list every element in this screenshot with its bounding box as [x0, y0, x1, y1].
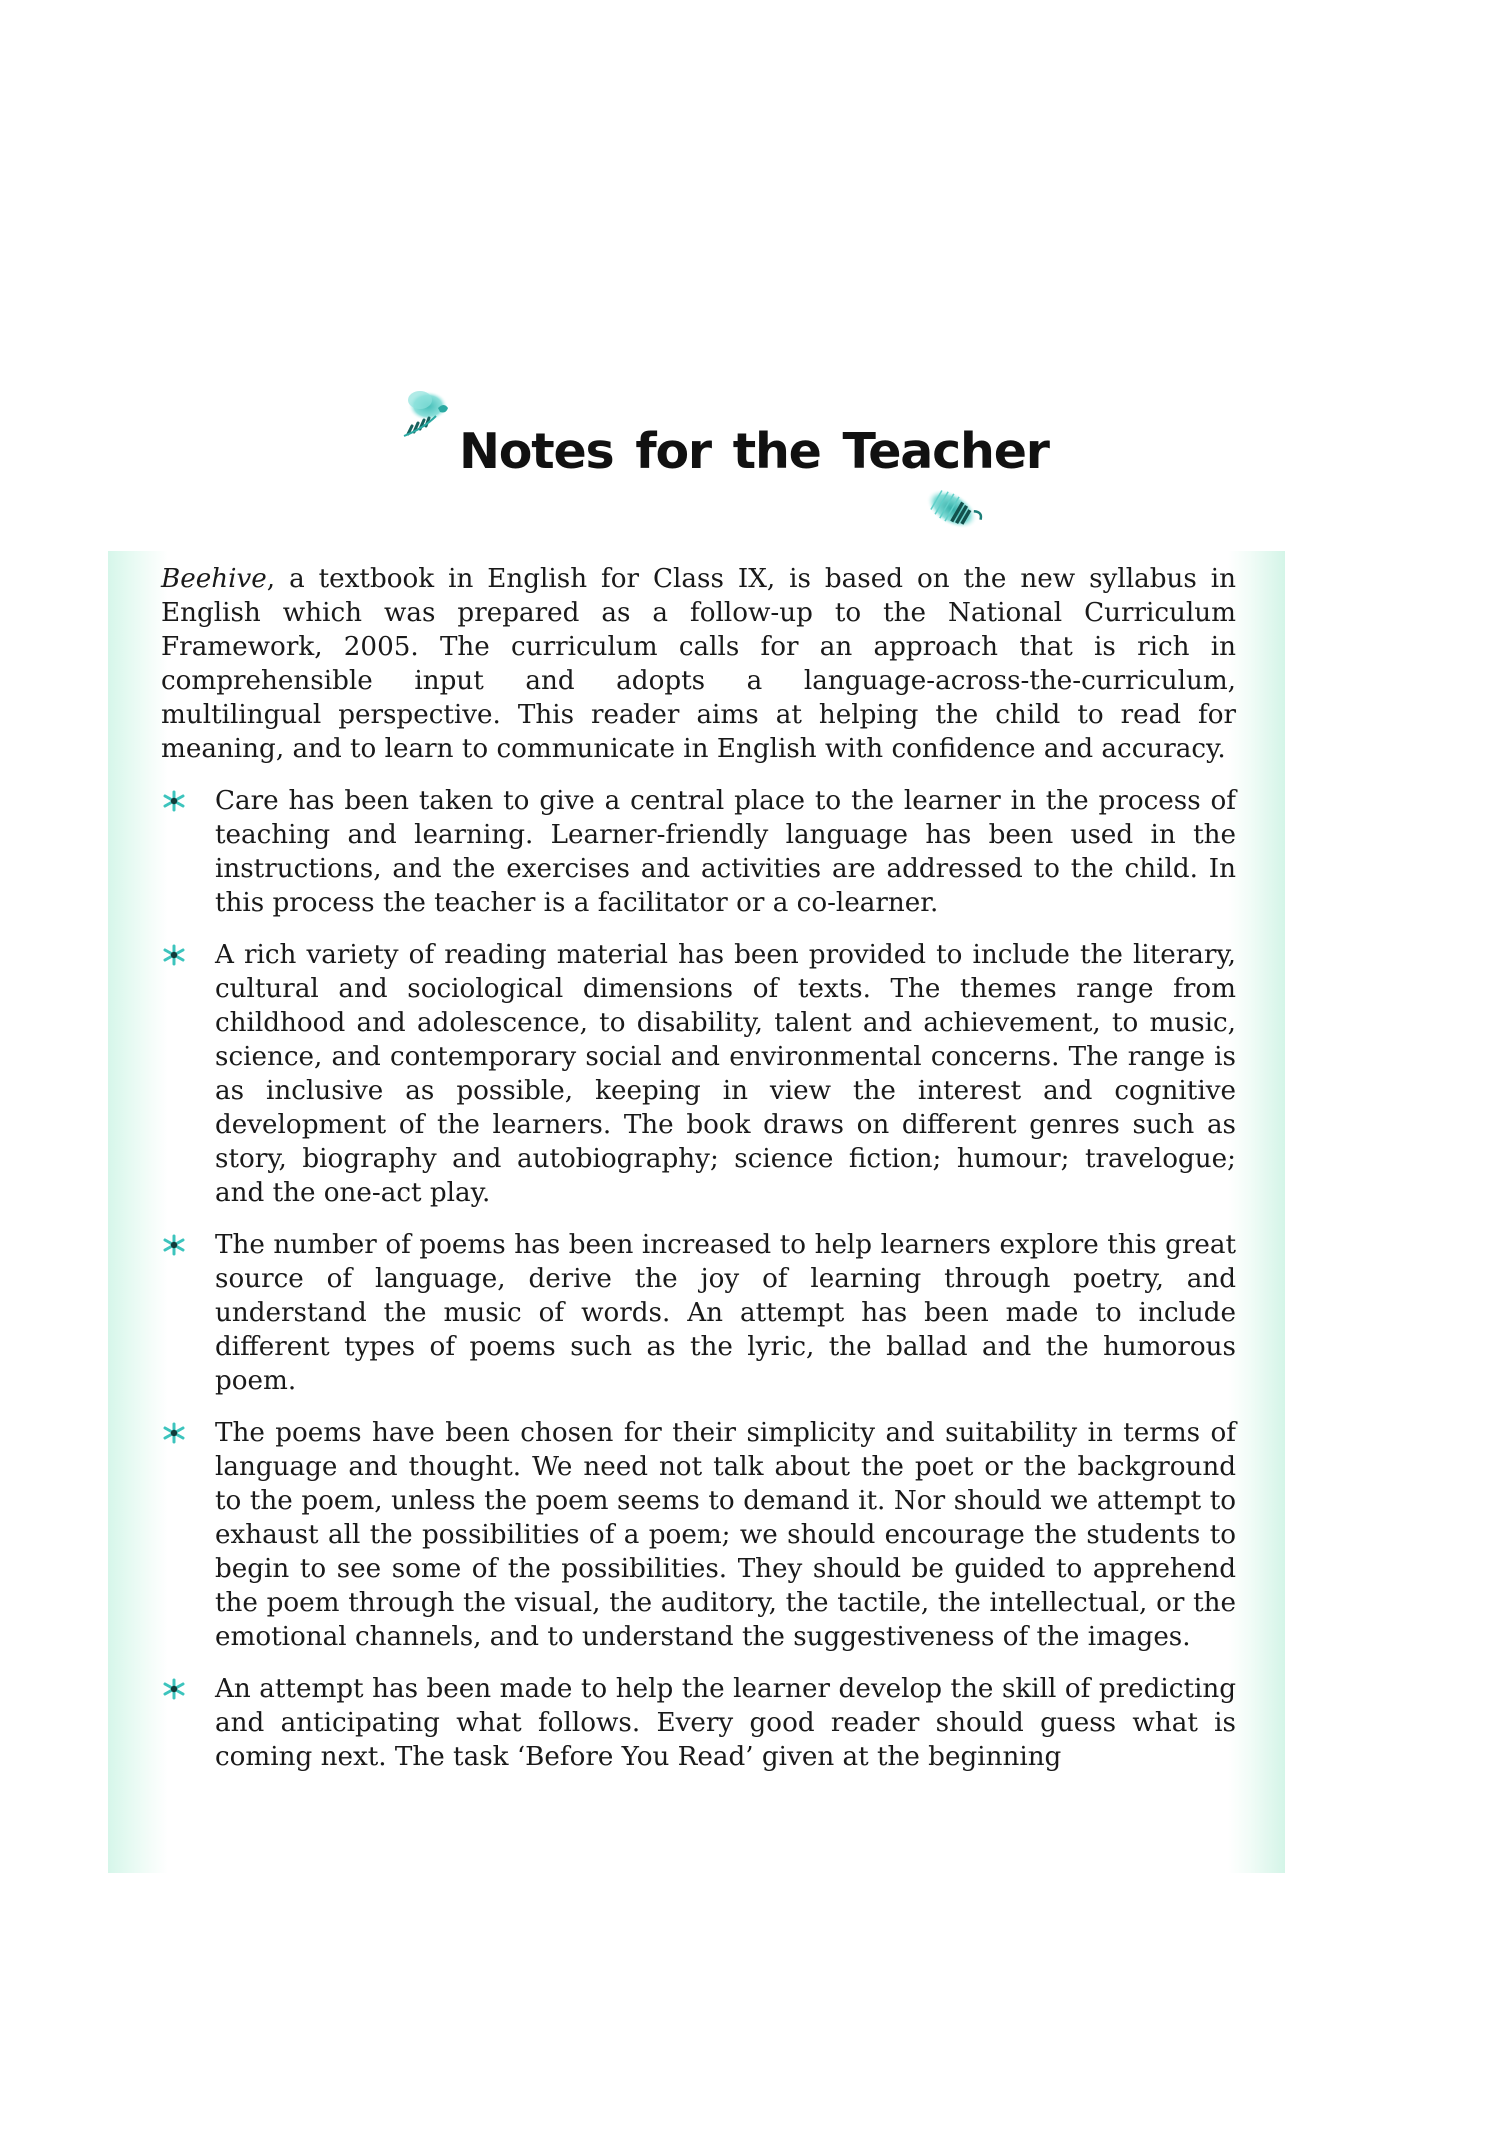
notes-body	[161, 562, 1236, 1792]
notes-list	[161, 784, 1236, 1774]
intro-text: , a textbook in English for Class IX, is based on the new syllabus in English which was prepared as a follow-up to the National Curriculum Framework, 2005. The curriculum calls for an approach that is rich in comprehensible input and adopts a language-across-the-curriculum, multilingual perspective. This reader aims at helping the child to read for meaning, and to learn to communicate in English with confidence and accuracy.	[161, 564, 1236, 764]
bee-icon	[398, 386, 458, 442]
flower-bullet-icon	[162, 1678, 186, 1700]
list-item	[161, 784, 1236, 920]
flower-bullet-icon	[162, 790, 186, 812]
list-item	[161, 1672, 1236, 1774]
bullet-text: Care has been taken to give a central place to the learner in the process of teaching and learning. Learner-friendly language has been used in the instructions, and the exercises and activities are addressed to the child. In this process the teacher is a facilitator or a co-learner.	[215, 786, 1236, 918]
flower-bullet-icon	[162, 1422, 186, 1444]
flower-bullet-icon	[162, 944, 186, 966]
bullet-text: An attempt has been made to help the learner develop the skill of predicting and anticipating what follows. Every good reader should guess what is coming next. The task ‘Before You Read’ given at the beginning	[215, 1674, 1236, 1772]
list-item	[161, 1228, 1236, 1398]
list-item	[161, 938, 1236, 1210]
flower-bullet-icon	[162, 1234, 186, 1256]
page-title: Notes for the Teacher	[459, 423, 1049, 480]
page-header	[0, 0, 1500, 550]
list-item	[161, 1416, 1236, 1654]
bee-icon	[918, 480, 986, 538]
bullet-text: The poems have been chosen for their simplicity and suitability in terms of language and thought. We need not talk about the poet or the background to the poem, unless the poem seems to demand it. Nor should we attempt to exhaust all the possibilities of a poem; we should encourage the students to begin to see some of the possibilities. They should be guided to apprehend the poem through the visual, the auditory, the tactile, the intellectual, or the emotional channels, and to understand the suggestiveness of the images.	[215, 1418, 1236, 1652]
bullet-text: A rich variety of reading material has been provided to include the literary, cultural and sociological dimensions of texts. The themes range from childhood and adolescence, to disability, talent and achievement, to music, science, and contemporary social and environmental concerns. The range is as inclusive as possible, keeping in view the interest and cognitive development of the learners. The book draws on different genres such as story, biography and autobiography; science fiction; humour; travelogue; and the one-act play.	[215, 940, 1236, 1208]
bullet-text: The number of poems has been increased to help learners explore this great source of language, derive the joy of learning through poetry, and understand the music of words. An attempt has been made to include different types of poems such as the lyric, the ballad and the humorous poem.	[215, 1230, 1236, 1396]
intro-paragraph	[161, 562, 1236, 766]
book-title: Beehive	[161, 564, 267, 594]
